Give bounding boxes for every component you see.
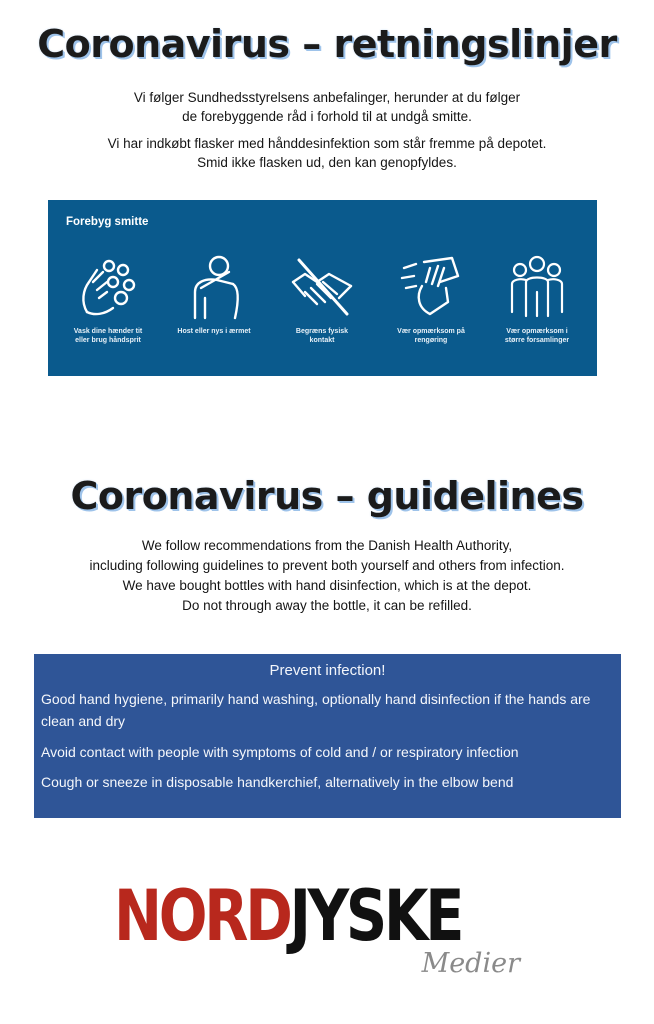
tip-label: [53, 327, 163, 345]
tip-label-line: kontakt: [309, 337, 335, 344]
tip-label-line: Vær opmærksom på: [397, 328, 465, 335]
tip-label: [376, 327, 486, 345]
nordjyske-medier-logo: [114, 876, 534, 980]
guideline-cough-sneeze: Cough or sneeze in disposable handkerchief, alternatively in the elbow bend: [41, 774, 514, 790]
cough-elbow-icon: [179, 252, 249, 322]
text-line: Vi har indkøbt flasker med hånddesinfektion som står fremme på depotet.: [107, 136, 547, 151]
tip-label-line: rengøring: [414, 337, 448, 344]
tip-label-line: Vask dine hænder tit: [73, 328, 143, 335]
danish-disinfection-paragraph: [0, 134, 654, 172]
tip-label-line: Vær opmærksom i: [506, 328, 568, 335]
crowd-icon: [502, 252, 572, 322]
tip-crowd: [482, 252, 592, 345]
text-line: de forebyggende råd i forhold til at undgå smitte.: [182, 109, 472, 124]
text-line: Smid ikke flasken ud, den kan genopfyldes.: [197, 155, 457, 170]
no-handshake-icon: [287, 252, 357, 322]
text-line: We have bought bottles with hand disinfection, which is at the depot.: [122, 578, 532, 593]
panel-title: Forebyg smitte: [66, 216, 149, 228]
tip-cleaning: [376, 252, 486, 345]
guideline-hand-hygiene: Good hand hygiene, primarily hand washing, optionally hand disinfection if the hands are clean and dry: [41, 691, 591, 729]
prevent-infection-box: [34, 654, 621, 818]
logo-subtitle: Medier: [421, 948, 520, 979]
box-title: Prevent infection!: [269, 662, 386, 679]
tip-label-line: større forsamlinger: [504, 337, 570, 344]
cleaning-icon: [396, 252, 466, 322]
tip-label-line: Begræns fysisk: [295, 328, 349, 335]
prevention-panel: [48, 200, 597, 376]
tip-cough-elbow: [159, 252, 269, 336]
english-paragraph: [0, 536, 654, 616]
tip-hand-wash: [53, 252, 163, 345]
tip-label: [159, 327, 269, 336]
tip-label: [267, 327, 377, 345]
text-line: Vi følger Sundhedsstyrelsens anbefalinger, herunder at du følger: [133, 90, 521, 105]
tip-label-line: Host eller nys i ærmet: [177, 328, 251, 335]
tip-label-line: eller brug håndsprit: [75, 337, 141, 344]
tip-no-handshake: [267, 252, 377, 345]
text-line: including following guidelines to prevent both yourself and others from infection.: [89, 558, 565, 573]
text-line: Do not through away the bottle, it can be refilled.: [182, 598, 472, 613]
logo-wordmark: [114, 876, 461, 956]
tip-label: [482, 327, 592, 345]
danish-intro-paragraph: [0, 88, 654, 126]
page-title-english: Coronavirus – guidelines: [70, 474, 584, 518]
page-title-danish: Coronavirus – retningslinjer: [37, 22, 617, 66]
text-line: We follow recommendations from the Danish Health Authority,: [141, 538, 513, 553]
hand-wash-icon: [73, 252, 143, 322]
guideline-avoid-contact: Avoid contact with people with symptoms of cold and / or respiratory infection: [41, 744, 519, 760]
logo-jyske: JYSKE: [289, 875, 462, 957]
logo-nord: NORD: [114, 875, 290, 957]
